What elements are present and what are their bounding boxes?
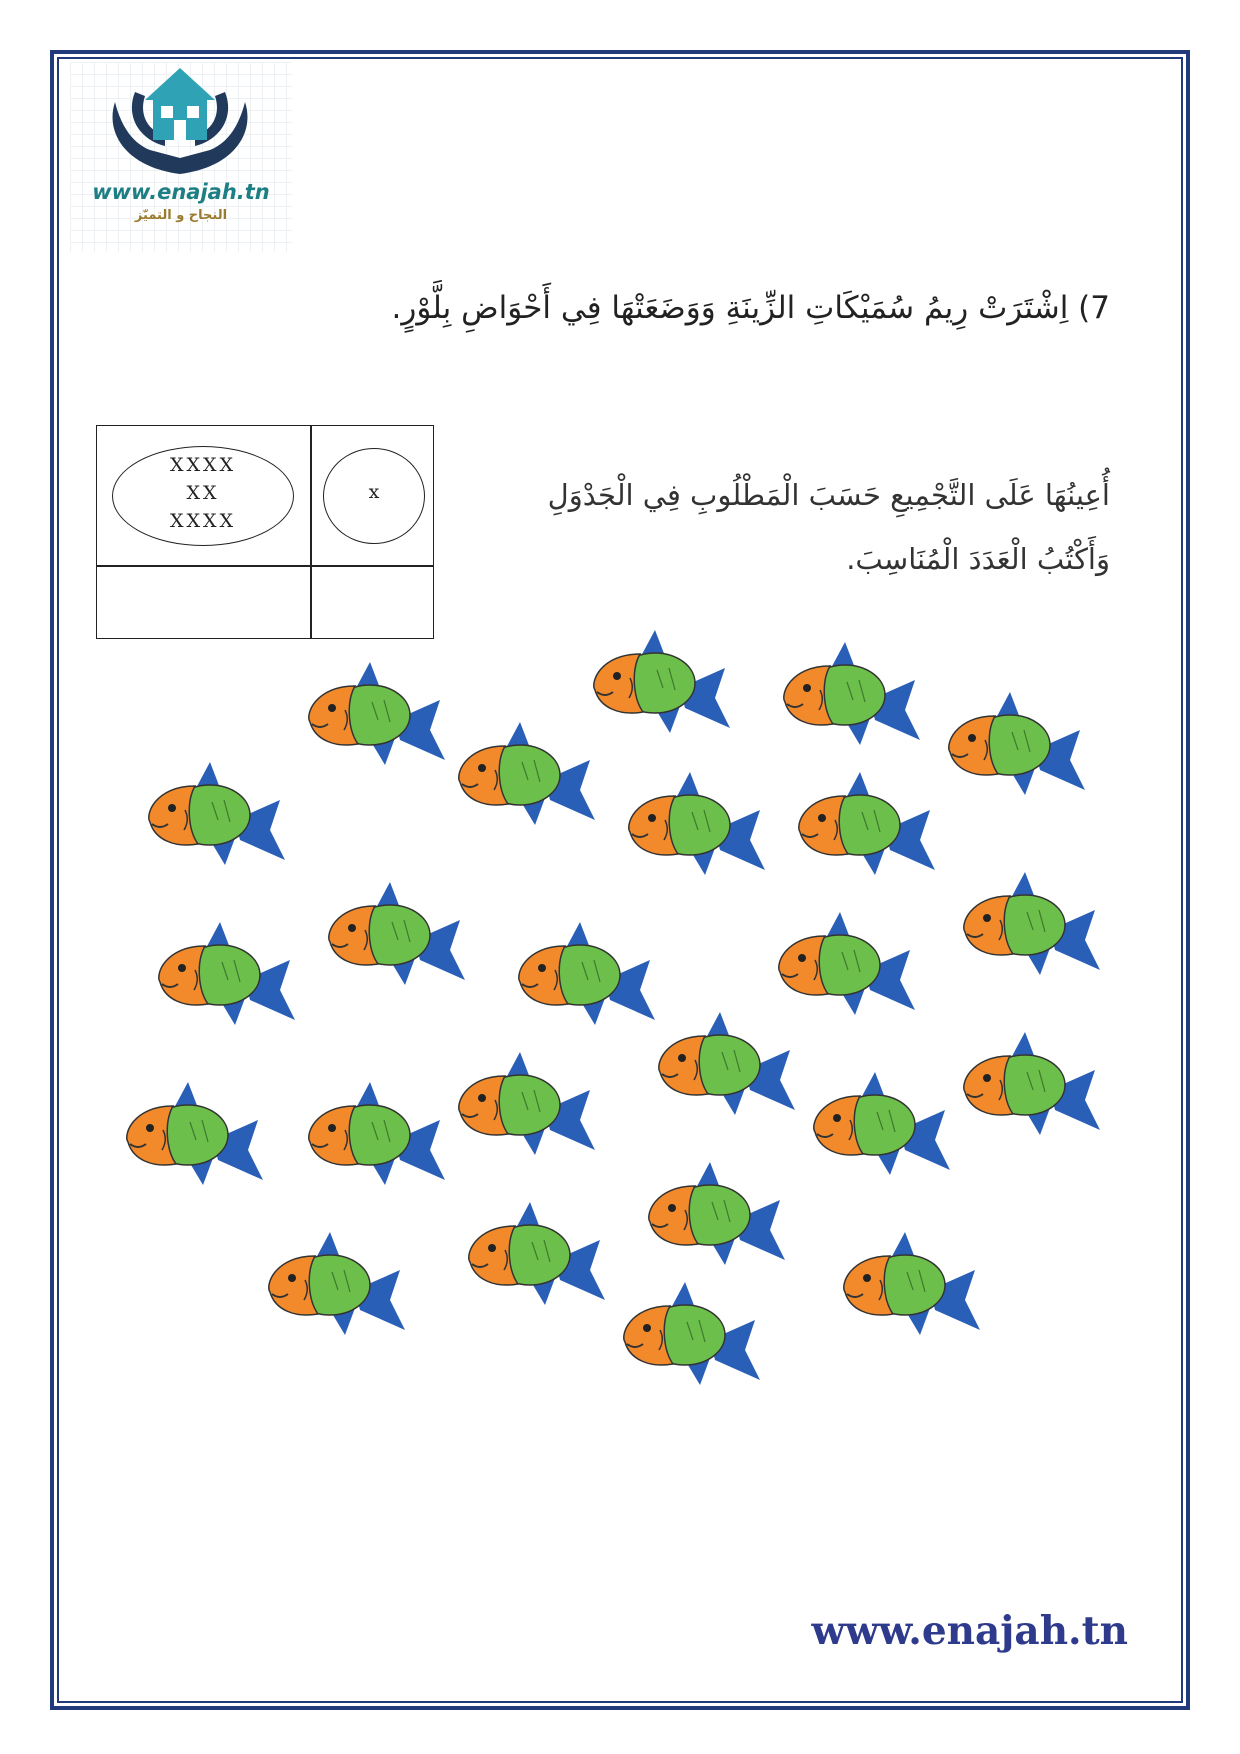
group-row: XXXX [169, 510, 237, 532]
answer-cell-tens[interactable] [97, 567, 309, 638]
fish-icon [140, 760, 290, 870]
logo-url-text: www.enajah.tn [92, 180, 270, 204]
fish-icon [775, 640, 925, 750]
fish-icon [460, 1200, 610, 1310]
group-row: XX [186, 482, 220, 504]
instruction-line-2: وَأَكْتُبُ الْعَدَدَ الْمُنَاسِبَ. [846, 542, 1110, 576]
fish-icon [118, 1080, 268, 1190]
fish-icon [650, 1010, 800, 1120]
fish-icon [615, 1280, 765, 1390]
fish-icon [640, 1160, 790, 1270]
fish-icon [620, 770, 770, 880]
group-row: XXXX [169, 454, 237, 476]
fish-icon [955, 1030, 1105, 1140]
enajah-logo [70, 62, 292, 252]
fish-icon [955, 870, 1105, 980]
fish-icon [510, 920, 660, 1030]
fish-icon [805, 1070, 955, 1180]
logo-tagline: النجاح و التميّز [134, 208, 228, 223]
fish-icon [260, 1230, 410, 1340]
instruction-line-1: أُعِينُهَا عَلَى التَّجْمِيعِ حَسَبَ الْمَطْلُوبِ فِي الْجَدْوَلِ [547, 478, 1110, 512]
single-unit-mark: x [368, 481, 380, 503]
fish-icon [585, 628, 735, 738]
house-hands-icon [105, 62, 255, 180]
fish-icon [450, 1050, 600, 1160]
fish-icon [300, 1080, 450, 1190]
answer-cell-units[interactable] [312, 567, 432, 638]
fish-icon [940, 690, 1090, 800]
fish-icon [770, 910, 920, 1020]
group-of-ten-ellipse [112, 446, 294, 546]
fish-icon [150, 920, 300, 1030]
fish-icon [835, 1230, 985, 1340]
footer-url: www.enajah.tn [811, 1608, 1128, 1654]
question-title: 7) اِشْتَرَتْ رِيمُ سُمَيْكَاتِ الزِّينَةِ وَوَضَعَتْهَا فِي أَحْوَاضِ بِلَّوْرٍ. [391, 290, 1110, 326]
fish-icon [320, 880, 470, 990]
fish-icon [300, 660, 450, 770]
grouping-table [96, 425, 434, 639]
fish-icon [790, 770, 940, 880]
single-unit-ellipse [323, 448, 425, 544]
fish-icon [450, 720, 600, 830]
